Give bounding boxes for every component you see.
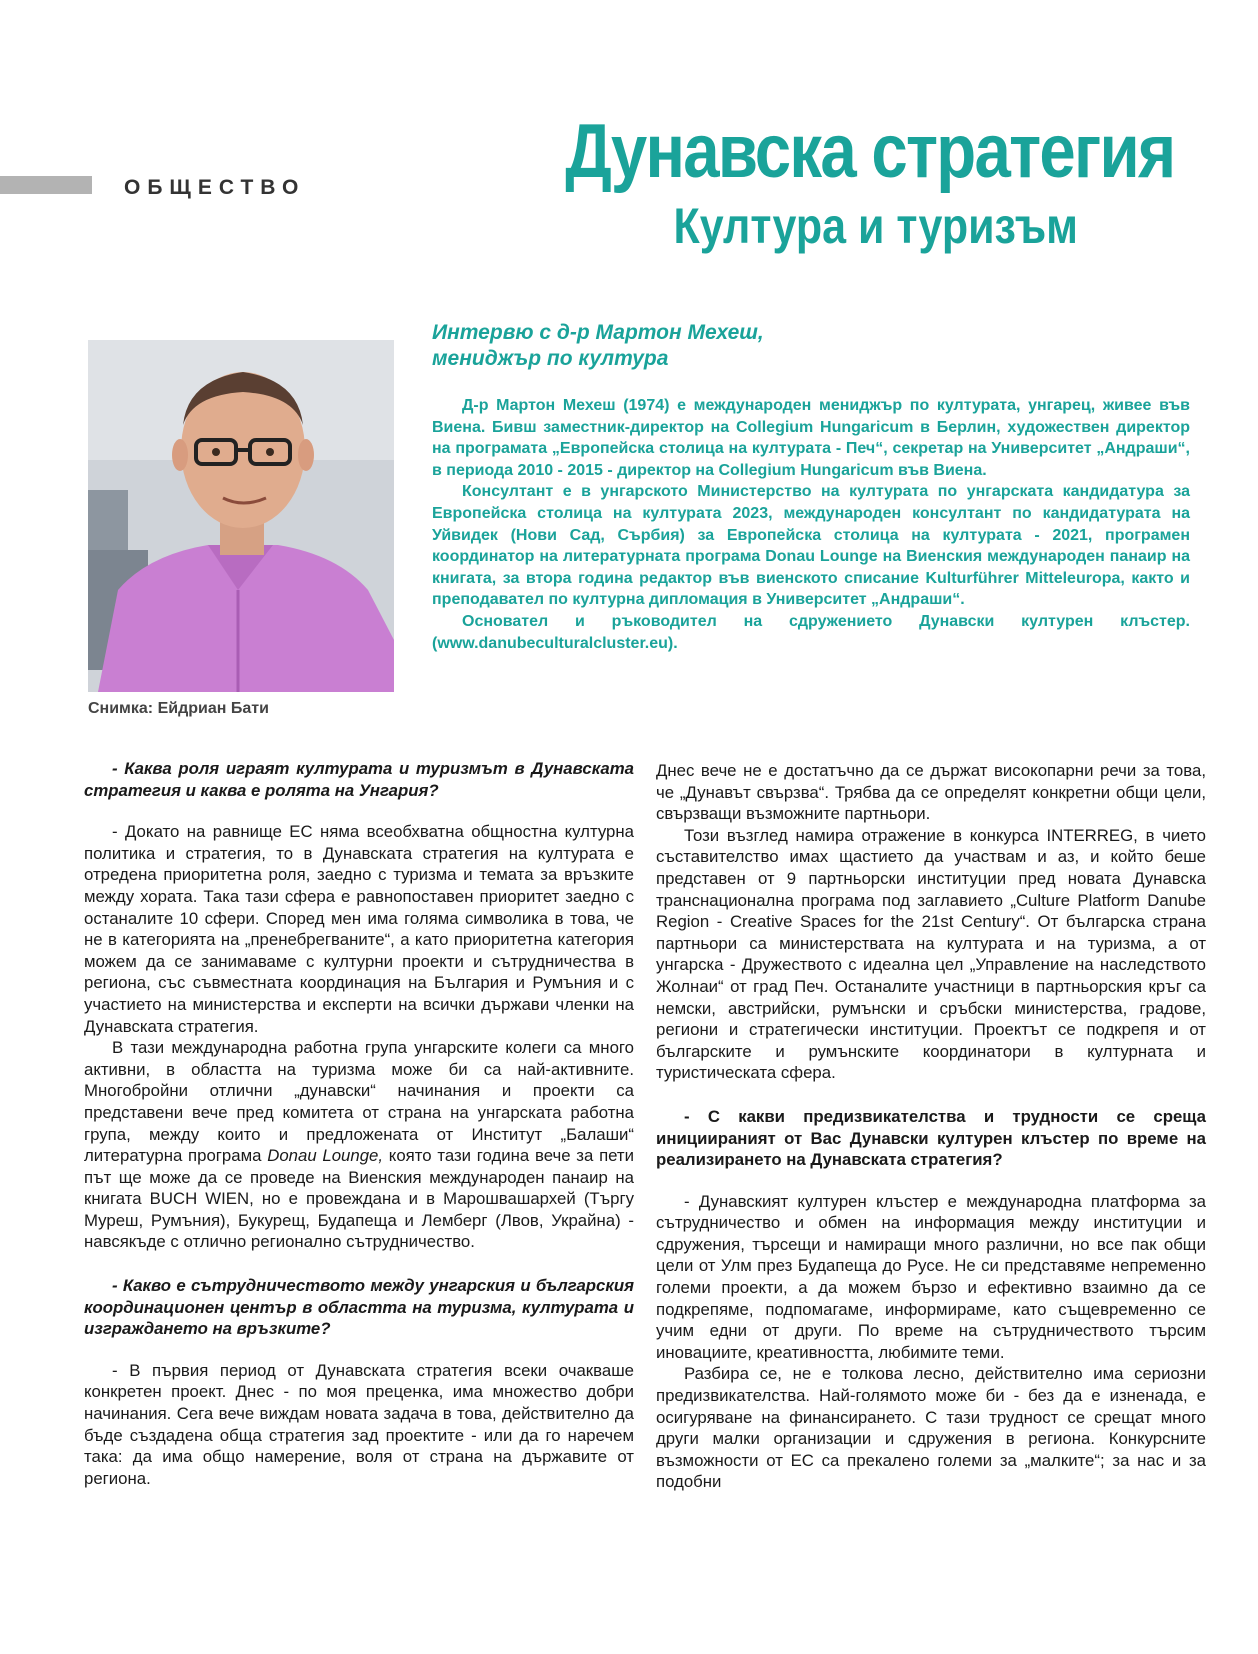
answer-1-paragraph-2-part-b: която тази година вече за пети път ще може да се проведе на Виенския международен панаир на книгата BUCH WIEN, но е провеждана и в Марошвашархей (Търгу Муреш, Румъния), Букурещ, Будапеща и Лемберг (Лвов, Украйна) - навсякъде с отлично регионално сътрудничество. <box>84 1146 634 1252</box>
intro-paragraph: Консултант е в унгарското Министерство на културата по унгарската кандидатура за Европейска столица на културата 2023, международен консултант по кандидатурата на Уйвидек (Нови Сад, Сърбия) за Европейска столица на културата - 2021, програмен координатор на литературната програма Donau Lounge на Виенския международен панаир на книгата, за втора година редактор във виенското списание Kulturführer Mitteleuropa, както и преподавател по културна дипломация в Университет „Андраши“. <box>432 483 1190 609</box>
interview-question-2: - Какво е сътрудничеството между унгарския и българския координационен център в областта на туризма, културата и изграждането на връзките? <box>84 1276 634 1339</box>
intro-paragraph: Основател и ръководител на сдружението Дунавски културен клъстер. (www.danubeculturalcluster.eu). <box>432 612 1190 652</box>
intro-paragraph: Д-р Мартон Мехеш (1974) е международен мениджър по културата, унгарец, живее във Виена. Бивш заместник-директор на Collegium Hungaricum в Берлин, художествен директор на програмата „Европейска столица на културата - Печ“, секретар на Университет „Андраши“, в периода 2010 - 2015 - директор на Collegium Hungaricum във Виена. <box>432 397 1190 479</box>
interview-question-3: - С какви предизвикателства и трудности се среща инициираният от Вас Дунавски културен клъстер по време на реализирането на Дунавската стратегия? <box>656 1106 1206 1170</box>
title-line-1: Дунавска стратегия <box>565 109 1175 194</box>
interview-question-1: - Каква роля играят културата и туризмът в Дунавската стратегия и каква е ролята на Унгария? <box>84 759 634 800</box>
intro-heading-line-1: Интервю с д-р Мартон Мехеш, <box>432 321 764 344</box>
left-column <box>84 758 634 1489</box>
answer-2-paragraph-3: Този възглед намира отражение в конкурса INTERREG, в чието съставителство имах щастието да участвам и аз, и който беше представен от 9 партньорски институции пред новата Дунавска транснационална програма под заглавието „Culture Platform Danube Region - Creative Spaces for the 21st Century“. От българска страна партньори са министерствата на културата и на туризма, а от унгарска - Дружеството с идеална цел „Управление на наследството Жолнаи“ от град Печ. Останалите участници в партньорския кръг са немски, австрийски, румънски и сръбски министерства, градове, региони и стратегически институции. Проектът се подкрепя и от българските и румънските координатори в културната и туристическата сфера. <box>656 825 1206 1083</box>
photo-caption: Снимка: Ейдриан Бати <box>88 700 269 717</box>
section-marker-bar <box>0 176 92 194</box>
answer-1-paragraph-1: - Докато на равнище ЕС няма всеобхватна общностна културна политика и стратегия, то в Дунавската стратегия на културата е отредена приоритетна роля, заедно с туризма и темата за връзките между хората. Така тази сфера е равнопоставен приоритет заедно с останалите 10 сфери. Според мен има голяма символика в това, че не в категорията на „пренебрегваните“, а като приоритетна категория можем да се занимаваме с културни проекти и сътрудничества в региона, със съвместната координация на България и Румъния и с участието на министерства и експерти на всички държави членки на Дунавската стратегия. <box>84 822 634 1036</box>
answer-3-paragraph-2: Разбира се, не е толкова лесно, действително има сериозни предизвикателства. Най-голямото може би - без да е изненада, е осигуряване на финансирането. С тази трудност се срещат много други малки организации и сдружения в региона. Конкурсните възможности от ЕС са прекалено големи за „малките“; за нас и за подобни <box>656 1364 1206 1492</box>
section-label: ОБЩЕСТВО <box>124 176 306 199</box>
answer-2-paragraph-1: - В първия период от Дунавската стратегия всеки очакваше конкретен проект. Днес - по моя преценка, има множество добри начинания. Сега вече виждам новата задача в това, действително да бъде създадена обща стратегия зад проектите - или да го наречем така: да има общо намерение, воля от страна на държавите от региона. <box>84 1360 634 1488</box>
portrait-illustration <box>88 340 394 692</box>
intro-bio <box>432 395 1190 654</box>
answer-3-paragraph-1: - Дунавският културен клъстер е международна платформа за сътрудничество и обмен на информация между институции и сдружения, търсещи и намиращи много различни, но все пак общи цели от Улм през Будапеща до Русе. Не си представяме непременно големи проекти, а да можем бързо и ефективно взаимно да се подкрепяме, подпомагаме, информираме, като същевременно се учим едни от други. По време на сътрудничеството търсим иновациите, креативността, любимите теми. <box>656 1191 1206 1362</box>
intro-heading-line-2: мениджър по култура <box>432 347 669 370</box>
answer-1-program-name: Donau Lounge, <box>267 1146 384 1166</box>
right-column <box>656 760 1206 1493</box>
intro-heading <box>432 320 1132 372</box>
answer-2-paragraph-2: Днес вече не е достатъчно да се държат високопарни речи за това, че „Дунавът свързва“. Трябва да се определят конкретни общи цели, свързващи възможните партньори. <box>656 761 1206 824</box>
answer-1-paragraph-2 <box>84 1037 634 1253</box>
title-line-2: Култура и туризъм <box>673 198 1078 254</box>
article-title <box>470 108 1175 256</box>
answer-1-paragraph-2-part-a: В тази международна работна група унгарските колеги са много активни, в областта на туризма може би са най-активните. Многобройни отлични „дунавски“ начинания и проекти са представени вече пред комитета от страна на унгарската работна група, между които и предложената от Институт „Балаши“ литературна програма <box>84 1038 634 1166</box>
portrait-photo <box>88 340 394 692</box>
